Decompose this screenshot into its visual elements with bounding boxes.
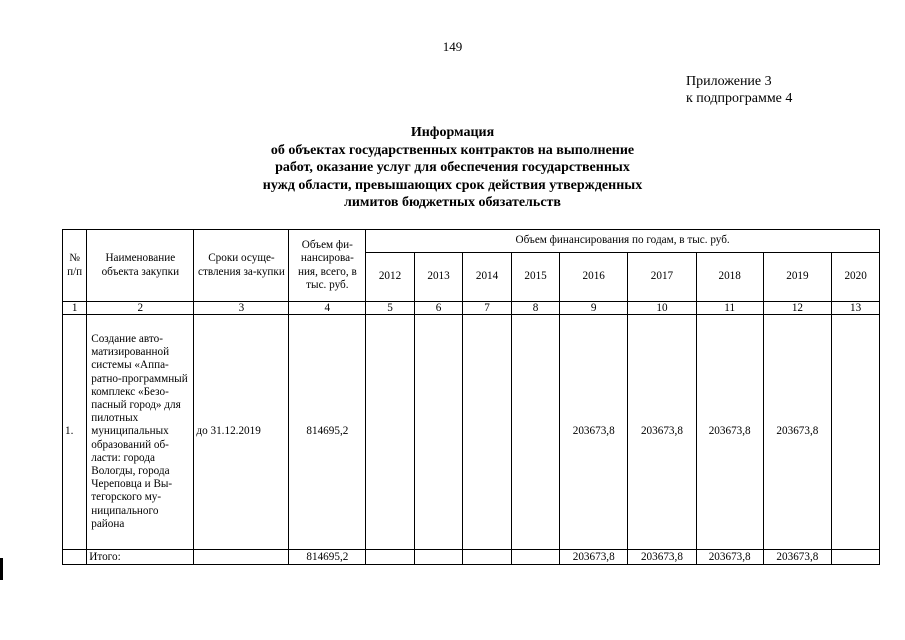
- column-number: 11: [696, 302, 763, 315]
- contracts-table: [62, 229, 880, 565]
- document-title: [0, 124, 905, 212]
- column-number: 5: [366, 302, 415, 315]
- total-value: 203673,8: [560, 550, 628, 565]
- total-value: 203673,8: [696, 550, 763, 565]
- total-value: 203673,8: [628, 550, 697, 565]
- column-number: 9: [560, 302, 628, 315]
- total-label: Итого:: [87, 550, 194, 565]
- row-value: 203673,8: [560, 315, 628, 550]
- appendix-line-1: Приложение 3: [686, 74, 772, 89]
- header-row: [63, 230, 880, 253]
- row-value: [832, 315, 880, 550]
- total-num-cell: [63, 550, 87, 565]
- total-value: [832, 550, 880, 565]
- row-name: Создание авто-матизированной системы «Аппа-ратно-программный комплекс «Безо-пасный город» для пилотных муниципальных образований об-ласти: города Вологды, города Череповца и Вы-тегорского му-ниципального района: [87, 315, 194, 550]
- year-cell: 2019: [763, 253, 832, 302]
- page-number: 149: [442, 39, 463, 54]
- column-number: 13: [832, 302, 880, 315]
- column-number: 7: [463, 302, 512, 315]
- year-cell: 2012: [366, 253, 415, 302]
- row-value: 203673,8: [696, 315, 763, 550]
- column-numbers-row: [63, 302, 880, 315]
- appendix-line-2: к подпрограмме 4: [686, 91, 793, 106]
- row-value: 203673,8: [628, 315, 697, 550]
- header-num: № п/п: [63, 230, 87, 302]
- title-line-5: лимитов бюджетных обязательств: [344, 195, 561, 210]
- row-total: 814695,2: [289, 315, 366, 550]
- header-by-years: Объем финансирования по годам, в тыс. руб.: [366, 230, 880, 253]
- title-line-3: работ, оказание услуг для обеспечения государственных: [275, 160, 630, 175]
- year-cell: 2015: [511, 253, 560, 302]
- year-cell: 2013: [414, 253, 463, 302]
- title-line-4: нужд области, превышающих срок действия утвержденных: [262, 177, 643, 193]
- column-number: 1: [63, 302, 87, 315]
- total-value: 203673,8: [763, 550, 832, 565]
- row-num: 1.: [63, 315, 87, 550]
- column-number: 3: [194, 302, 289, 315]
- header-term: Сроки осуще-ствления за-купки: [194, 230, 289, 302]
- title-line-1: Информация: [410, 125, 495, 140]
- margin-mark: [0, 558, 3, 580]
- year-cell: 2017: [628, 253, 697, 302]
- total-term: [194, 550, 289, 565]
- year-cell: 2020: [832, 253, 880, 302]
- row-value: 203673,8: [763, 315, 832, 550]
- total-row: [63, 550, 880, 565]
- header-total: Объем фи-нансирова-ния, всего, в тыс. руб.: [289, 230, 366, 302]
- column-number: 2: [87, 302, 194, 315]
- year-cell: 2018: [696, 253, 763, 302]
- column-number: 12: [763, 302, 832, 315]
- total-value: [511, 550, 560, 565]
- row-value: [366, 315, 415, 550]
- title-line-2: об объектах государственных контрактов на выполнение: [270, 142, 635, 158]
- row-value: [511, 315, 560, 550]
- header-name: Наименование объекта закупки: [87, 230, 194, 302]
- column-number: 6: [414, 302, 463, 315]
- row-term: до 31.12.2019: [194, 315, 289, 550]
- column-number: 4: [289, 302, 366, 315]
- year-cell: 2014: [463, 253, 512, 302]
- column-number: 10: [628, 302, 697, 315]
- table-row: [63, 315, 880, 550]
- row-value: [414, 315, 463, 550]
- total-value: [366, 550, 415, 565]
- total-value: [463, 550, 512, 565]
- column-number: 8: [511, 302, 560, 315]
- row-value: [463, 315, 512, 550]
- total-sum: 814695,2: [289, 550, 366, 565]
- appendix-note: [686, 73, 792, 107]
- year-cell: 2016: [560, 253, 628, 302]
- total-value: [414, 550, 463, 565]
